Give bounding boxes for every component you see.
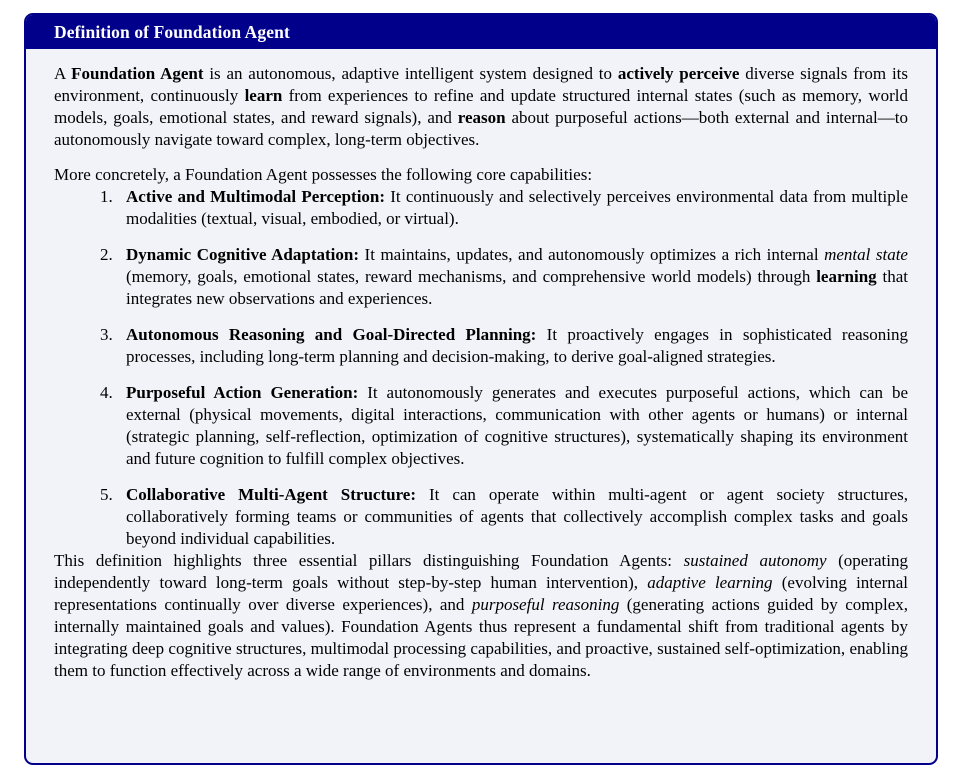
list-item-text xyxy=(126,325,908,366)
list-item-text xyxy=(126,383,908,468)
text-segment: Active and Multimodal Perception: xyxy=(126,187,386,206)
list-item xyxy=(54,324,908,368)
text-segment: adaptive learning xyxy=(647,573,773,592)
list-item-text xyxy=(126,245,908,308)
text-segment: Purposeful Action Generation: xyxy=(126,383,359,402)
closing-paragraph xyxy=(54,550,908,682)
text-segment: (operating independently toward long-term goals without step-by-step human intervention), xyxy=(54,551,908,592)
list-item xyxy=(54,382,908,470)
definition-box-body xyxy=(26,49,936,682)
text-segment: This definition highlights three essential pillars distinguishing Foundation Agents: xyxy=(54,551,684,570)
definition-box-header xyxy=(26,15,936,49)
text-segment: learning xyxy=(816,267,877,286)
text-segment: It autonomously generates and executes purposeful actions, which can be external (physical movements, digital interactions, communication with other agents or humans) or internal (strategic planning, self-reflection, optimization of cognitive structures), systematically shaping its environment and future cognition to fulfill complex objectives. xyxy=(126,383,908,468)
text-segment: Dynamic Cognitive Adaptation: xyxy=(126,245,360,264)
list-item-text xyxy=(126,187,908,228)
text-segment: (generating actions guided by complex, internally maintained goals and values). Foundation Agents thus represent a fundamental shift from traditional agents by integrating deep cognitive structures, multimodal processing capabilities, and proactive, sustained self-optimization, enabling them to function effectively across a wide range of environments and domains. xyxy=(54,595,909,680)
panel-title: Definition of Foundation Agent xyxy=(54,21,290,42)
text-segment: learn xyxy=(244,86,283,105)
list-item xyxy=(54,244,908,310)
text-segment: from experiences to refine and update structured internal states (such as memory, world models, goals, emotional states, and reward signals), and xyxy=(54,86,908,127)
text-segment: A xyxy=(54,64,72,83)
list-item xyxy=(54,484,908,550)
text-segment: diverse signals from its environment, continuously xyxy=(54,64,909,105)
list-item-number: 5. xyxy=(100,485,113,504)
text-segment: reason xyxy=(457,108,506,127)
list-item-text xyxy=(126,485,908,548)
text-segment: It maintains, updates, and autonomously optimizes a rich internal xyxy=(359,245,825,264)
text-segment: Collaborative Multi-Agent Structure: xyxy=(126,485,417,504)
text-segment: actively perceive xyxy=(617,64,740,83)
list-item-number: 2. xyxy=(100,245,113,264)
text-segment: is an autonomous, adaptive intelligent system designed to xyxy=(203,64,618,83)
text-segment: It proactively engages in sophisticated reasoning processes, including long-term planning and decision-making, to derive goal-aligned strategies. xyxy=(126,325,908,366)
text-segment: about purposeful actions—both external and internal—to autonomously navigate toward complex, long-term objectives. xyxy=(54,108,908,149)
text-segment: It can operate within multi-agent or agent society structures, collaboratively forming teams or communities of agents that collectively accomplish complex tasks and goals beyond individual capabilities. xyxy=(126,485,908,548)
intro-paragraph xyxy=(54,63,908,151)
list-item xyxy=(54,186,908,230)
lead-paragraph: More concretely, a Foundation Agent possesses the following core capabilities: xyxy=(54,165,593,184)
list-item-number: 1. xyxy=(100,187,113,206)
definition-box xyxy=(24,13,938,765)
text-segment: mental state xyxy=(824,245,908,264)
text-segment: that integrates new observations and experiences. xyxy=(126,267,908,308)
text-segment: Autonomous Reasoning and Goal-Directed Planning: xyxy=(126,325,537,344)
text-segment: Foundation Agent xyxy=(71,64,204,83)
text-segment: purposeful reasoning xyxy=(471,595,620,614)
text-segment: (evolving internal representations continually over diverse experiences), and xyxy=(54,573,908,614)
list-item-number: 3. xyxy=(100,325,113,344)
text-segment: sustained autonomy xyxy=(683,551,827,570)
list-item-number: 4. xyxy=(100,383,113,402)
text-segment: It continuously and selectively perceives environmental data from multiple modalities (textual, visual, embodied, or virtual). xyxy=(126,187,908,228)
text-segment: (memory, goals, emotional states, reward mechanisms, and comprehensive world models) through xyxy=(126,267,817,286)
capabilities-list xyxy=(54,186,908,550)
